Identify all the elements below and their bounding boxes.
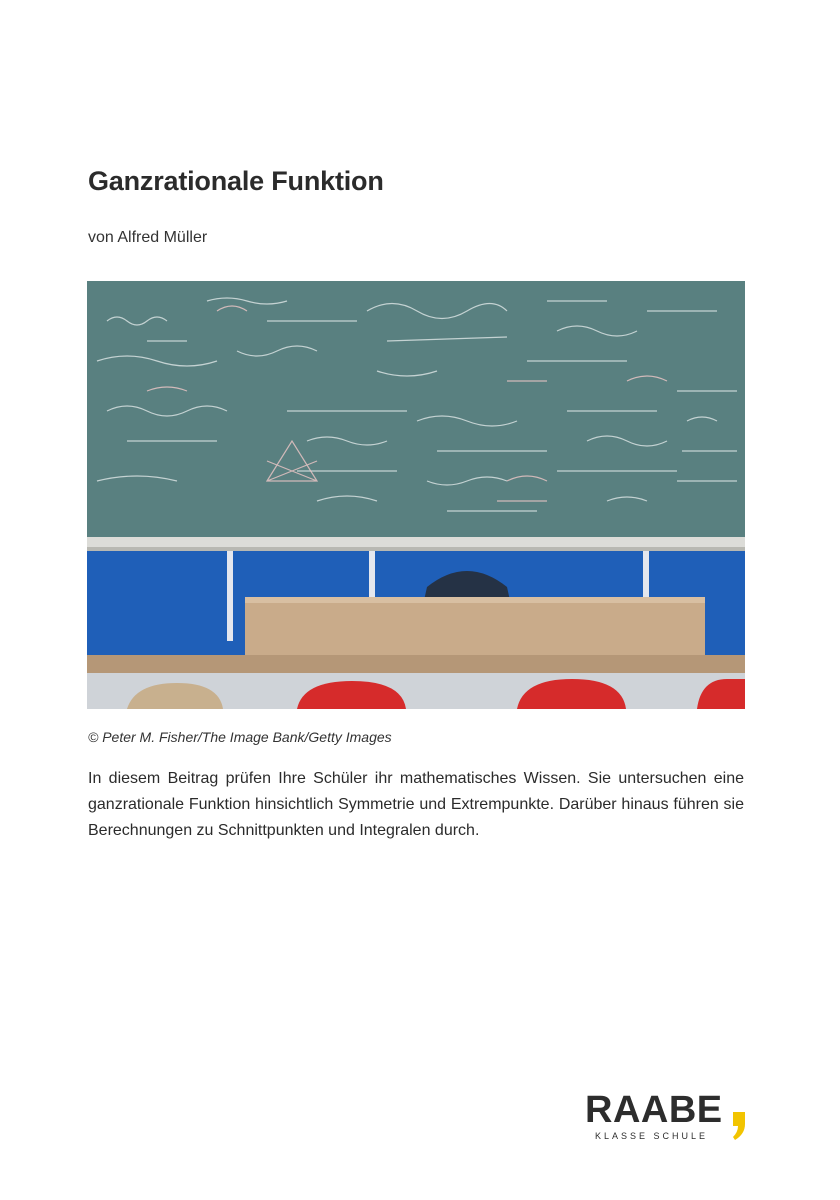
- author-line: von Alfred Müller: [88, 229, 208, 246]
- intro-paragraph: In diesem Beitrag prüfen Ihre Schüler ihr mathematisches Wissen. Sie untersuchen eine ganzrationale Funktion hinsichtlich Symmetrie und Extrempunkte. Darüber hinaus führen sie Berechnungen zu Schnittpunkten und Integralen durch.: [88, 770, 744, 839]
- raabe-logo: [585, 1089, 750, 1142]
- logo-wordmark: RAABE: [585, 1089, 723, 1131]
- cover-photo: [87, 281, 745, 709]
- comma-logo-icon: [729, 1112, 749, 1140]
- image-credit: © Peter M. Fisher/The Image Bank/Getty Images: [88, 729, 392, 745]
- logo-tagline: KLASSE SCHULE: [595, 1131, 709, 1141]
- page-title: Ganzrationale Funktion: [88, 166, 384, 196]
- classroom-chalkboard-illustration: [87, 281, 745, 709]
